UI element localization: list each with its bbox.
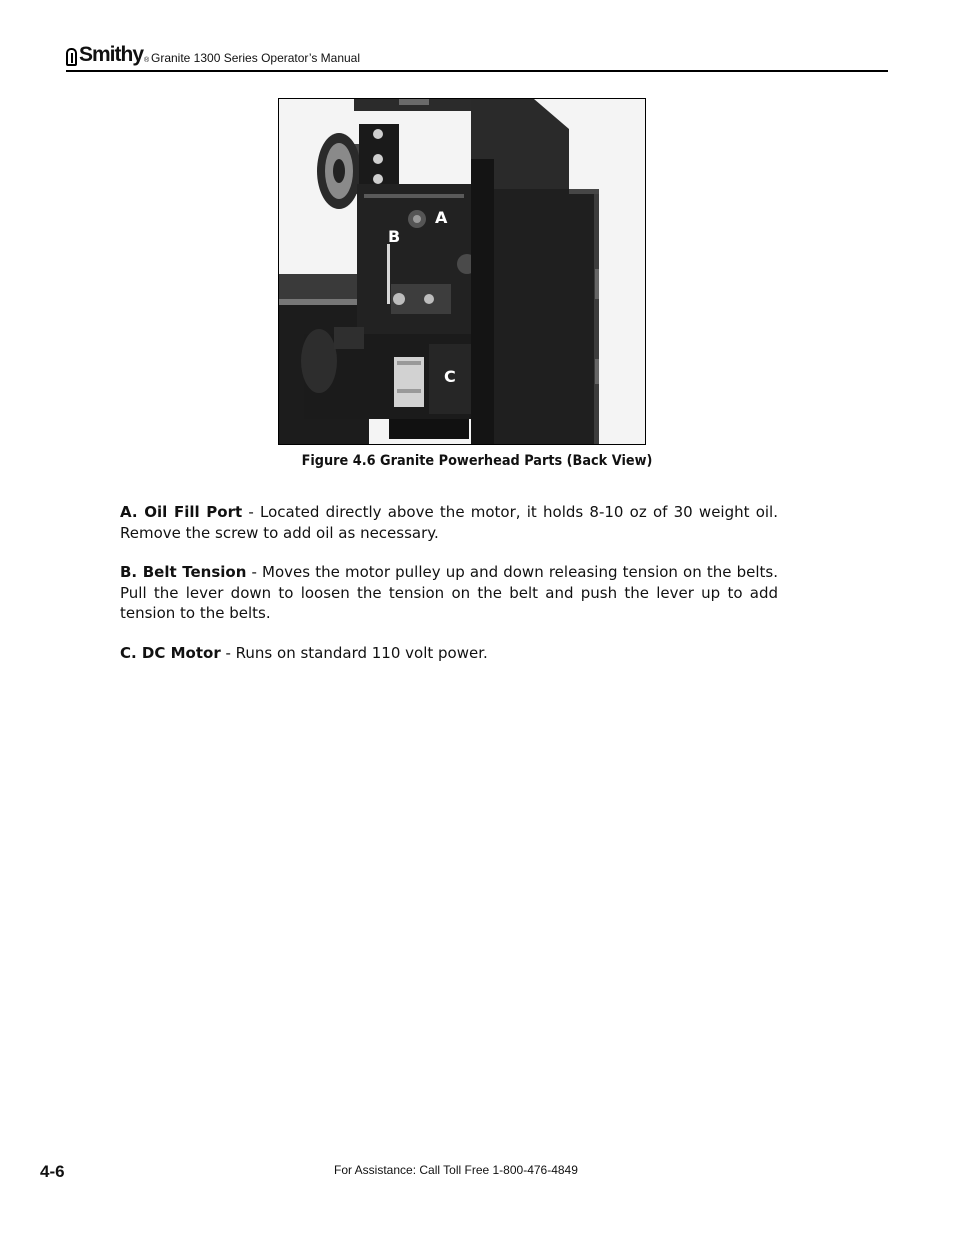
smithy-logo-icon [66,48,77,66]
smithy-logo [66,40,149,66]
item-term: C. DC Motor [120,644,221,662]
page-number: 4-6 [40,1162,65,1181]
item-text: - Located directly above the motor, it holds 8-10 oz of 30 weight oil. Remove the screw to add oil as necessary. [120,503,778,542]
powerhead-photo [278,98,646,445]
label-a: A [435,208,448,227]
figure-caption: Figure 4.6 Granite Powerhead Parts (Back View) [301,453,653,469]
powerhead-illustration [279,99,645,444]
page-header [66,40,888,72]
assistance-phone: For Assistance: Call Toll Free 1-800-476-4849 [334,1163,578,1177]
registered-mark: ® [144,57,150,64]
label-c: C [444,367,456,386]
brand-name: Smithy [79,43,144,66]
item-text: - Runs on standard 110 volt power. [220,644,488,662]
label-b: B [388,227,401,246]
manual-title: Granite 1300 Series Operator’s Manual [151,51,361,65]
item-term: A. Oil Fill Port [120,503,243,521]
item-term: B. Belt Tension [120,563,247,581]
item-belt-tension [120,562,778,624]
item-oil-fill-port [120,502,778,543]
item-text: - Moves the motor pulley up and down releasing tension on the belts. Pull the lever down to loosen the tension on the belt and push the lever up to add tension to the belts. [120,563,779,622]
item-dc-motor [120,643,778,664]
